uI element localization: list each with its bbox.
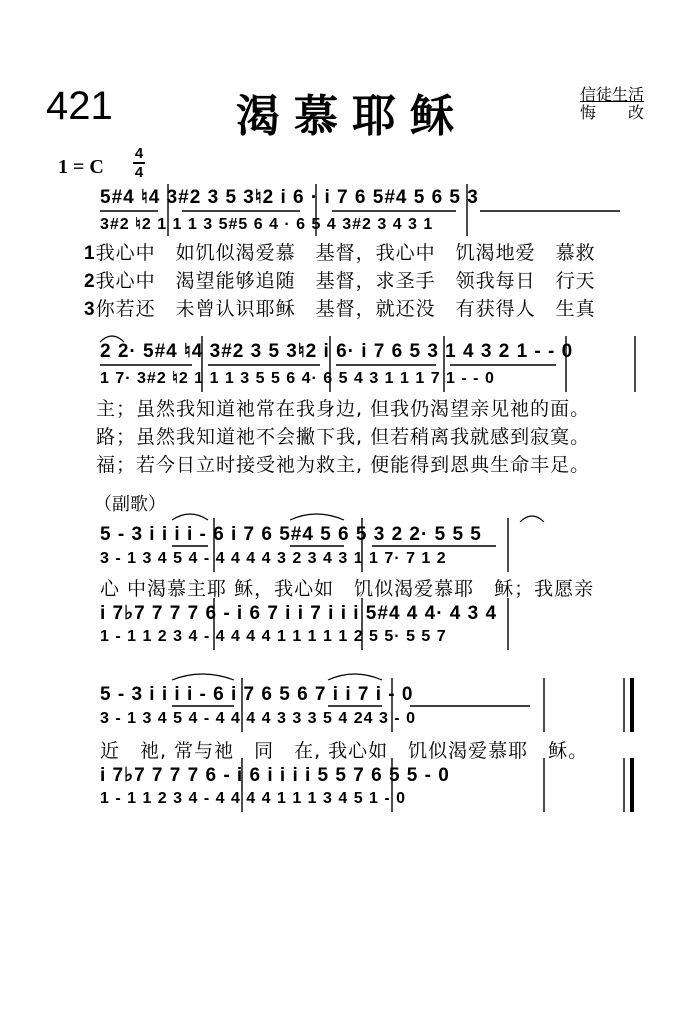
system1-upper-voice: 5#4 ♮4 3#2 3 5 3♮2 i 6 · i 7 6 5#4 5 6 5 3 <box>100 187 479 208</box>
system2-lower-voice: 1 7· 3#2 ♮2 1 1 1 3 5 5 6 4· 6 5 4 3 1 1 1 7 1 - - 0 <box>100 370 495 387</box>
system3-lyric: 心 中渴慕主耶 稣，我心如 饥似渴爱慕耶 稣；我愿亲 <box>100 578 595 600</box>
final-barlines <box>624 678 632 812</box>
hymn-number: 421 <box>46 84 113 128</box>
system3-voice-2: 3 - 1 3 4 5 4 - 4 4 4 4 3 2 3 4 3 1 1 7· 7 1 2 <box>100 550 447 567</box>
time-denominator: 4 <box>134 164 144 181</box>
system2-verse-2: 路；虽然我知道祂不会撇下我, 但若稍离我就感到寂寞。 <box>96 426 591 448</box>
system4-lyric: 近 祂, 常与祂 同 在, 我心如 饥似渴爱慕耶 稣。 <box>100 740 589 762</box>
system2-verse-1: 主；虽然我知道祂常在我身边, 但我仍渴望亲见祂的面。 <box>96 398 591 420</box>
system4-voice-1: 5 - 3 i i i i - 6 i 7 6 5 6 7 i i 7 i - 0 <box>100 684 414 705</box>
system2-verse-3: 福；若今日立时接受祂为救主, 便能得到恩典生命丰足。 <box>96 454 591 476</box>
verse-number: 3 <box>84 299 96 320</box>
verse-lyric: 你若还 未曾认识耶稣 基督，就还没 有获得人 生真 <box>95 298 596 320</box>
chorus-label: （副歌） <box>94 494 166 515</box>
tuplet-slurs <box>100 336 544 680</box>
hymn-title: 渴慕耶稣 <box>236 91 468 142</box>
system4-voice-4: 1 - 1 1 2 3 4 - 4 4 4 4 1 1 1 3 4 5 1 - 0 <box>100 790 407 807</box>
system4-voice-3: i 7♭7 7 7 7 6 - i 6 i i i i 5 5 7 6 5 5 - 0 <box>100 765 450 786</box>
verse-number: 2 <box>84 271 96 292</box>
source-line-1: 信徒生活 <box>580 85 645 104</box>
verse-number: 1 <box>84 243 96 264</box>
barlines <box>168 184 635 812</box>
system1-lower-voice: 3#2 ♮2 1 1 1 3 5#5 6 4 · 6 5 4 3#2 3 4 3 1 <box>100 216 434 233</box>
system4-voice-2: 3 - 1 3 4 5 4 - 4 4 4 4 3 3 3 5 4 24 3 - 0 <box>100 710 416 727</box>
time-numerator: 4 <box>134 145 144 162</box>
verse-lyric: 我心中 渴望能够追随 基督，求圣手 领我每日 行天 <box>95 270 596 292</box>
system2-upper-voice: 2 2· 5#4 ♮4 3#2 3 5 3♮2 i 6· i 7 6 5 3 1 4 3 2 1 - - 0 <box>100 341 574 362</box>
beams <box>100 211 620 706</box>
source-line-2: 悔 改 <box>580 103 645 122</box>
system3-voice-1: 5 - 3 i i i i - 6 i 7 6 5#4 5 6 5 3 2 2· 5 5 5 <box>100 524 482 545</box>
system3-voice-3: i 7♭7 7 7 7 6 - i 6 7 i i 7 i i i 5#4 4 4· 4 3 4 <box>100 603 498 624</box>
key-signature: 1 = C <box>58 156 104 178</box>
system3-voice-4: 1 - 1 1 2 3 4 - 4 4 4 4 1 1 1 1 1 2 5 5· 5 5 7 <box>100 628 447 645</box>
verse-lyric: 我心中 如饥似渴爱慕 基督，我心中 饥渴地爱 慕救 <box>95 242 596 264</box>
